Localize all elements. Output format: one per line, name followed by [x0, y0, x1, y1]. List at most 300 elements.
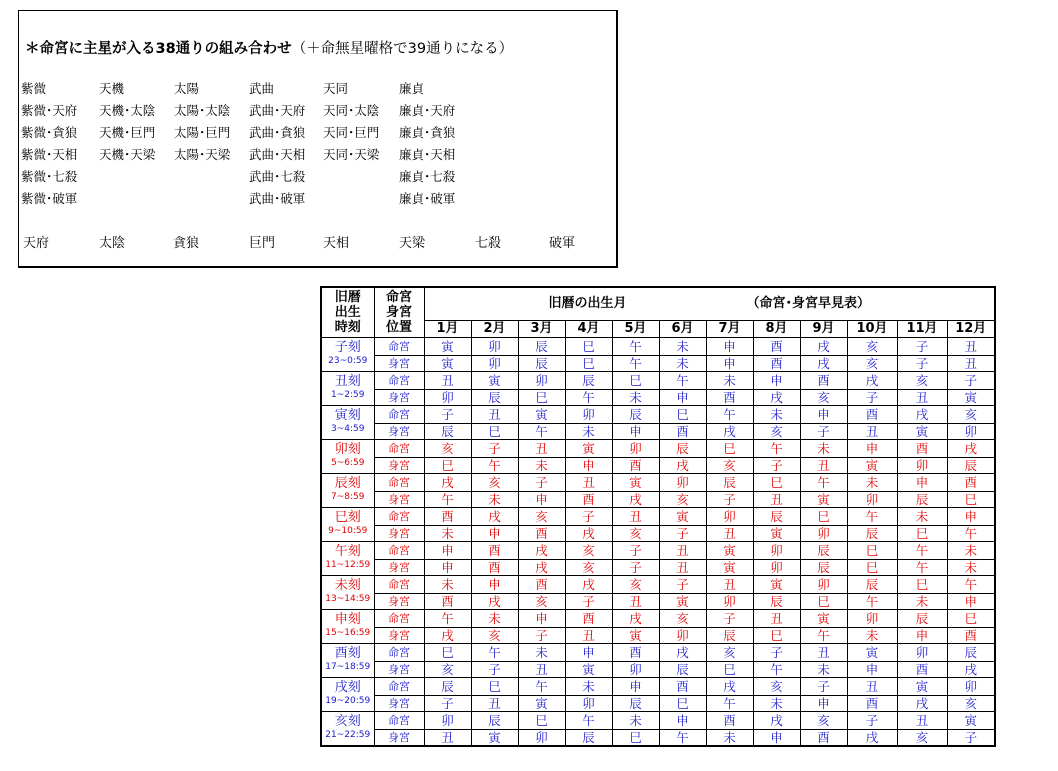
hour-label: 戌刻 — [321, 677, 374, 695]
life-palace-label: 命宮 — [374, 609, 424, 627]
combination-item: 廉貞･天相 — [399, 147, 456, 162]
body-palace-cell: 寅 — [753, 525, 800, 541]
life-palace-cell: 亥 — [706, 643, 753, 661]
life-palace-cell: 寅 — [518, 405, 565, 423]
body-palace-cell: 戌 — [424, 627, 471, 643]
body-palace-cell: 巳 — [947, 491, 995, 507]
body-palace-cell: 巳 — [800, 593, 847, 609]
body-palace-label: 身宮 — [374, 457, 424, 473]
header-palace-line2: 身宮 — [385, 304, 412, 320]
life-palace-cell: 午 — [800, 473, 847, 491]
body-palace-cell: 子 — [753, 457, 800, 473]
combination-item: 太陽･天梁 — [174, 147, 231, 162]
body-palace-cell: 丑 — [659, 559, 706, 575]
life-palace-cell: 寅 — [947, 711, 995, 729]
life-palace-cell: 午 — [659, 371, 706, 389]
body-palace-cell: 子 — [424, 695, 471, 711]
body-palace-cell: 丑 — [612, 593, 659, 609]
life-palace-cell: 巳 — [471, 677, 518, 695]
life-palace-cell: 辰 — [659, 439, 706, 457]
life-palace-cell: 亥 — [800, 711, 847, 729]
combinations-title-main: ＊命宮に主星が入る38通りの組み合わせ — [25, 41, 292, 57]
life-palace-cell: 未 — [565, 677, 612, 695]
life-palace-cell: 申 — [659, 711, 706, 729]
life-palace-cell: 戌 — [800, 337, 847, 355]
hour-label: 亥刻 — [321, 711, 374, 729]
month-header: 2月 — [471, 320, 518, 337]
body-palace-cell: 子 — [612, 559, 659, 575]
life-palace-cell: 申 — [753, 371, 800, 389]
body-palace-cell: 戌 — [800, 355, 847, 371]
hour-time-range: 1~2:59 — [321, 389, 374, 405]
single-star-item: 巨門 — [249, 236, 276, 251]
body-palace-cell: 戌 — [847, 729, 897, 746]
body-palace-cell: 丑 — [897, 389, 947, 405]
body-palace-cell: 亥 — [565, 559, 612, 575]
month-header: 8月 — [753, 320, 800, 337]
life-palace-cell: 辰 — [947, 643, 995, 661]
life-palace-cell: 申 — [897, 473, 947, 491]
life-palace-cell: 丑 — [518, 439, 565, 457]
hour-label: 子刻 — [321, 337, 374, 355]
life-palace-cell: 卯 — [847, 609, 897, 627]
body-palace-cell: 申 — [753, 729, 800, 746]
life-palace-cell: 未 — [753, 405, 800, 423]
body-palace-cell: 辰 — [518, 355, 565, 371]
combination-item: 武曲･貪狼 — [249, 125, 306, 140]
life-palace-label: 命宮 — [374, 405, 424, 423]
body-palace-cell: 寅 — [518, 695, 565, 711]
hour-label: 申刻 — [321, 609, 374, 627]
body-palace-cell: 午 — [565, 389, 612, 405]
life-palace-cell: 寅 — [800, 609, 847, 627]
month-header: 6月 — [659, 320, 706, 337]
month-header: 1月 — [424, 320, 471, 337]
life-palace-cell: 亥 — [947, 405, 995, 423]
life-palace-cell: 丑 — [753, 609, 800, 627]
body-palace-cell: 丑 — [800, 457, 847, 473]
combination-item: 天機･巨門 — [99, 125, 156, 140]
single-star-item: 七殺 — [475, 236, 502, 251]
combination-item: 廉貞･破軍 — [399, 191, 456, 206]
body-palace-cell: 申 — [897, 627, 947, 643]
body-palace-cell: 酉 — [565, 491, 612, 507]
body-palace-cell: 丑 — [565, 627, 612, 643]
life-palace-label: 命宮 — [374, 677, 424, 695]
life-palace-cell: 戌 — [424, 473, 471, 491]
body-palace-cell: 亥 — [897, 729, 947, 746]
body-palace-cell: 午 — [706, 695, 753, 711]
life-palace-cell: 辰 — [753, 507, 800, 525]
body-palace-cell: 亥 — [424, 661, 471, 677]
body-palace-cell: 巳 — [612, 729, 659, 746]
life-palace-label: 命宮 — [374, 371, 424, 389]
body-palace-label: 身宮 — [374, 389, 424, 405]
life-palace-label: 命宮 — [374, 473, 424, 491]
body-palace-cell: 寅 — [471, 729, 518, 746]
life-palace-cell: 申 — [612, 677, 659, 695]
body-palace-cell: 亥 — [800, 389, 847, 405]
hour-label: 午刻 — [321, 541, 374, 559]
life-palace-cell: 申 — [471, 575, 518, 593]
header-band — [424, 287, 995, 320]
body-palace-cell: 巳 — [753, 627, 800, 643]
body-palace-cell: 酉 — [424, 593, 471, 609]
single-star-item: 破軍 — [549, 236, 576, 251]
life-palace-cell: 巳 — [424, 643, 471, 661]
life-palace-cell: 丑 — [897, 711, 947, 729]
body-palace-cell: 午 — [847, 593, 897, 609]
life-palace-label: 命宮 — [374, 541, 424, 559]
body-palace-label: 身宮 — [374, 491, 424, 507]
life-palace-cell: 子 — [897, 337, 947, 355]
body-palace-cell: 寅 — [612, 627, 659, 643]
body-palace-cell: 辰 — [897, 491, 947, 507]
life-palace-cell: 午 — [947, 575, 995, 593]
body-palace-cell: 卯 — [424, 389, 471, 405]
body-palace-cell: 寅 — [706, 559, 753, 575]
life-palace-cell: 亥 — [847, 337, 897, 355]
life-palace-cell: 酉 — [565, 609, 612, 627]
body-palace-cell: 辰 — [753, 593, 800, 609]
body-palace-cell: 未 — [947, 559, 995, 575]
combination-item: 武曲 — [249, 81, 275, 96]
body-palace-cell: 未 — [897, 593, 947, 609]
body-palace-cell: 亥 — [659, 491, 706, 507]
body-palace-label: 身宮 — [374, 729, 424, 746]
body-palace-cell: 辰 — [800, 559, 847, 575]
body-palace-cell: 丑 — [518, 661, 565, 677]
life-palace-cell: 辰 — [612, 405, 659, 423]
life-palace-cell: 巳 — [800, 507, 847, 525]
body-palace-cell: 卯 — [706, 593, 753, 609]
life-palace-cell: 亥 — [518, 507, 565, 525]
body-palace-cell: 酉 — [897, 661, 947, 677]
body-palace-cell: 亥 — [471, 627, 518, 643]
life-palace-cell: 戌 — [471, 507, 518, 525]
body-palace-cell: 未 — [612, 389, 659, 405]
combination-item: 天機･天梁 — [99, 147, 156, 162]
life-palace-cell: 未 — [847, 473, 897, 491]
single-star-item: 貪狼 — [173, 236, 200, 251]
body-palace-cell: 申 — [565, 457, 612, 473]
combinations-title — [25, 37, 513, 58]
body-palace-label: 身宮 — [374, 355, 424, 371]
body-palace-cell: 丑 — [847, 423, 897, 439]
hour-time-range: 7~8:59 — [321, 491, 374, 507]
combination-item: 太陽･巨門 — [174, 125, 231, 140]
life-palace-cell: 辰 — [897, 609, 947, 627]
body-palace-cell: 申 — [800, 695, 847, 711]
life-palace-cell: 申 — [947, 507, 995, 525]
life-palace-cell: 酉 — [706, 711, 753, 729]
body-palace-cell: 亥 — [947, 695, 995, 711]
body-palace-label: 身宮 — [374, 661, 424, 677]
body-palace-cell: 申 — [847, 661, 897, 677]
body-palace-cell: 戌 — [612, 491, 659, 507]
body-palace-cell: 亥 — [518, 593, 565, 609]
single-star-item: 天梁 — [399, 236, 426, 251]
life-palace-cell: 辰 — [518, 337, 565, 355]
body-palace-cell: 辰 — [706, 627, 753, 643]
combination-item: 太陽 — [174, 81, 200, 96]
life-palace-cell: 申 — [800, 405, 847, 423]
body-palace-cell: 酉 — [471, 559, 518, 575]
body-palace-cell: 辰 — [847, 525, 897, 541]
life-palace-cell: 丑 — [847, 677, 897, 695]
life-palace-cell: 酉 — [518, 575, 565, 593]
life-palace-cell: 午 — [753, 439, 800, 457]
life-palace-cell: 丑 — [800, 643, 847, 661]
body-palace-cell: 卯 — [471, 355, 518, 371]
hour-label: 巳刻 — [321, 507, 374, 525]
life-palace-cell: 丑 — [565, 473, 612, 491]
life-palace-cell: 子 — [847, 711, 897, 729]
hour-label: 卯刻 — [321, 439, 374, 457]
life-palace-cell: 子 — [947, 371, 995, 389]
header-birth-hour-line2: 出生 — [334, 304, 361, 320]
life-palace-cell: 卯 — [753, 541, 800, 559]
life-palace-cell: 寅 — [847, 643, 897, 661]
body-palace-cell: 戌 — [518, 559, 565, 575]
body-palace-cell: 巳 — [847, 559, 897, 575]
body-palace-label: 身宮 — [374, 559, 424, 575]
body-palace-label: 身宮 — [374, 627, 424, 643]
body-palace-cell: 午 — [753, 661, 800, 677]
body-palace-cell: 酉 — [847, 695, 897, 711]
life-palace-cell: 卯 — [659, 473, 706, 491]
life-palace-cell: 未 — [471, 609, 518, 627]
body-palace-cell: 辰 — [659, 661, 706, 677]
hour-time-range: 15~16:59 — [321, 627, 374, 643]
life-palace-cell: 寅 — [612, 473, 659, 491]
combination-item: 紫微･天相 — [21, 147, 78, 162]
body-palace-cell: 子 — [947, 729, 995, 746]
life-palace-cell: 巳 — [659, 405, 706, 423]
life-palace-cell: 未 — [800, 439, 847, 457]
life-palace-cell: 巳 — [947, 609, 995, 627]
body-palace-cell: 卯 — [947, 423, 995, 439]
header-palace-line3: 位置 — [385, 319, 412, 335]
life-palace-label: 命宮 — [374, 575, 424, 593]
life-palace-cell: 丑 — [706, 575, 753, 593]
body-palace-cell: 寅 — [659, 593, 706, 609]
hour-time-range: 11~12:59 — [321, 559, 374, 575]
body-palace-cell: 申 — [518, 491, 565, 507]
combination-item: 武曲･七殺 — [249, 169, 306, 184]
life-palace-cell: 亥 — [659, 609, 706, 627]
life-palace-cell: 卯 — [612, 439, 659, 457]
body-palace-cell: 申 — [424, 559, 471, 575]
body-palace-cell: 申 — [706, 355, 753, 371]
body-palace-cell: 卯 — [753, 559, 800, 575]
header-birth-hour — [321, 287, 374, 337]
life-palace-cell: 寅 — [424, 337, 471, 355]
body-palace-cell: 午 — [612, 355, 659, 371]
combination-item: 天機･太陰 — [99, 103, 156, 118]
life-palace-cell: 申 — [706, 337, 753, 355]
body-palace-cell: 酉 — [706, 389, 753, 405]
life-palace-cell: 申 — [424, 541, 471, 559]
body-palace-cell: 未 — [659, 355, 706, 371]
life-palace-cell: 卯 — [424, 711, 471, 729]
body-palace-cell: 辰 — [612, 695, 659, 711]
life-palace-cell: 未 — [897, 507, 947, 525]
month-header: 12月 — [947, 320, 995, 337]
body-palace-cell: 未 — [800, 661, 847, 677]
hour-label: 寅刻 — [321, 405, 374, 423]
body-palace-cell: 亥 — [753, 423, 800, 439]
life-palace-cell: 午 — [847, 507, 897, 525]
life-palace-cell: 卯 — [706, 507, 753, 525]
life-palace-cell: 午 — [612, 337, 659, 355]
life-palace-cell: 未 — [612, 711, 659, 729]
life-palace-cell: 酉 — [424, 507, 471, 525]
month-header: 3月 — [518, 320, 565, 337]
combination-item: 廉貞･貪狼 — [399, 125, 456, 140]
life-palace-cell: 丑 — [947, 337, 995, 355]
body-palace-cell: 未 — [518, 457, 565, 473]
life-palace-cell: 戌 — [897, 405, 947, 423]
life-palace-label: 命宮 — [374, 643, 424, 661]
body-palace-cell: 戌 — [659, 457, 706, 473]
body-palace-cell: 亥 — [612, 525, 659, 541]
life-palace-cell: 辰 — [471, 711, 518, 729]
combination-item: 廉貞･七殺 — [399, 169, 456, 184]
body-palace-cell: 子 — [565, 593, 612, 609]
hour-time-range: 19~20:59 — [321, 695, 374, 711]
life-palace-cell: 酉 — [471, 541, 518, 559]
life-palace-cell: 卯 — [800, 575, 847, 593]
body-palace-cell: 卯 — [897, 457, 947, 473]
body-palace-cell: 未 — [424, 525, 471, 541]
body-palace-cell: 寅 — [947, 389, 995, 405]
life-palace-cell: 酉 — [612, 643, 659, 661]
body-palace-cell: 巳 — [471, 423, 518, 439]
body-palace-cell: 巳 — [706, 661, 753, 677]
life-palace-cell: 戌 — [706, 677, 753, 695]
life-palace-cell: 寅 — [753, 575, 800, 593]
life-palace-cell: 巳 — [518, 711, 565, 729]
life-palace-cell: 酉 — [753, 337, 800, 355]
life-palace-cell: 亥 — [424, 439, 471, 457]
body-palace-cell: 午 — [471, 457, 518, 473]
body-palace-cell: 寅 — [800, 491, 847, 507]
life-palace-cell: 寅 — [897, 677, 947, 695]
body-palace-cell: 子 — [847, 389, 897, 405]
body-palace-cell: 卯 — [800, 525, 847, 541]
body-palace-cell: 申 — [612, 423, 659, 439]
combinations-title-note: （＋命無星曜格で39通りになる） — [291, 41, 514, 57]
body-palace-cell: 寅 — [424, 355, 471, 371]
body-palace-cell: 丑 — [424, 729, 471, 746]
life-palace-label: 命宮 — [374, 337, 424, 355]
life-palace-cell: 子 — [659, 575, 706, 593]
life-palace-cell: 辰 — [706, 473, 753, 491]
life-palace-cell: 丑 — [471, 405, 518, 423]
life-palace-cell: 巳 — [847, 541, 897, 559]
month-header: 4月 — [565, 320, 612, 337]
body-palace-cell: 午 — [424, 491, 471, 507]
hour-time-range: 21~22:59 — [321, 729, 374, 746]
header-birth-hour-line1: 旧暦 — [334, 289, 361, 305]
body-palace-cell: 亥 — [847, 355, 897, 371]
life-palace-cell: 亥 — [471, 473, 518, 491]
body-palace-cell: 申 — [471, 525, 518, 541]
body-palace-cell: 辰 — [424, 423, 471, 439]
combination-item: 紫微･七殺 — [21, 169, 78, 184]
life-palace-cell: 戌 — [753, 711, 800, 729]
hour-time-range: 23~0:59 — [321, 355, 374, 371]
life-palace-cell: 丑 — [659, 541, 706, 559]
life-palace-cell: 辰 — [424, 677, 471, 695]
body-palace-cell: 戌 — [471, 593, 518, 609]
body-palace-cell: 卯 — [659, 627, 706, 643]
life-palace-cell: 巳 — [753, 473, 800, 491]
combination-item: 紫微･天府 — [21, 103, 78, 118]
combination-item: 天同･天梁 — [323, 147, 380, 162]
header-palace-line1: 命宮 — [385, 289, 412, 305]
life-palace-cell: 戌 — [518, 541, 565, 559]
body-palace-cell: 丑 — [471, 695, 518, 711]
body-palace-cell: 子 — [706, 491, 753, 507]
single-star-item: 天相 — [323, 236, 350, 251]
life-palace-cell: 子 — [612, 541, 659, 559]
combination-item: 天同･巨門 — [323, 125, 380, 140]
body-palace-cell: 巳 — [424, 457, 471, 473]
life-palace-cell: 辰 — [800, 541, 847, 559]
combination-item: 廉貞 — [399, 81, 425, 96]
combination-item: 廉貞･天府 — [399, 103, 456, 118]
hour-label: 未刻 — [321, 575, 374, 593]
body-palace-label: 身宮 — [374, 525, 424, 541]
life-palace-cell: 酉 — [800, 371, 847, 389]
body-palace-cell: 戌 — [565, 525, 612, 541]
body-palace-cell: 子 — [518, 627, 565, 643]
life-palace-cell: 子 — [565, 507, 612, 525]
hour-label: 辰刻 — [321, 473, 374, 491]
body-palace-cell: 申 — [659, 389, 706, 405]
body-palace-cell: 子 — [659, 525, 706, 541]
life-palace-cell: 未 — [659, 337, 706, 355]
life-palace-cell: 卯 — [947, 677, 995, 695]
life-palace-cell: 寅 — [471, 371, 518, 389]
body-palace-cell: 辰 — [947, 457, 995, 473]
body-palace-cell: 卯 — [847, 491, 897, 507]
life-palace-cell: 子 — [518, 473, 565, 491]
single-star-item: 天府 — [23, 236, 50, 251]
header-band-title: 旧暦の出生月 — [548, 296, 627, 312]
body-palace-cell: 丑 — [947, 355, 995, 371]
combination-item: 紫微･貪狼 — [21, 125, 78, 140]
month-header: 9月 — [800, 320, 847, 337]
body-palace-cell: 寅 — [897, 423, 947, 439]
life-palace-cell: 未 — [706, 371, 753, 389]
hour-time-range: 13~14:59 — [321, 593, 374, 609]
body-palace-cell: 酉 — [800, 729, 847, 746]
header-birth-hour-line3: 時刻 — [334, 319, 361, 335]
month-header: 5月 — [612, 320, 659, 337]
body-palace-cell: 酉 — [612, 457, 659, 473]
life-palace-cell: 巳 — [897, 575, 947, 593]
body-palace-cell: 戌 — [947, 661, 995, 677]
life-palace-cell: 巳 — [565, 337, 612, 355]
body-palace-cell: 未 — [471, 491, 518, 507]
body-palace-cell: 未 — [706, 729, 753, 746]
life-palace-cell: 子 — [800, 677, 847, 695]
life-palace-cell: 酉 — [659, 677, 706, 695]
life-palace-cell: 酉 — [947, 473, 995, 491]
